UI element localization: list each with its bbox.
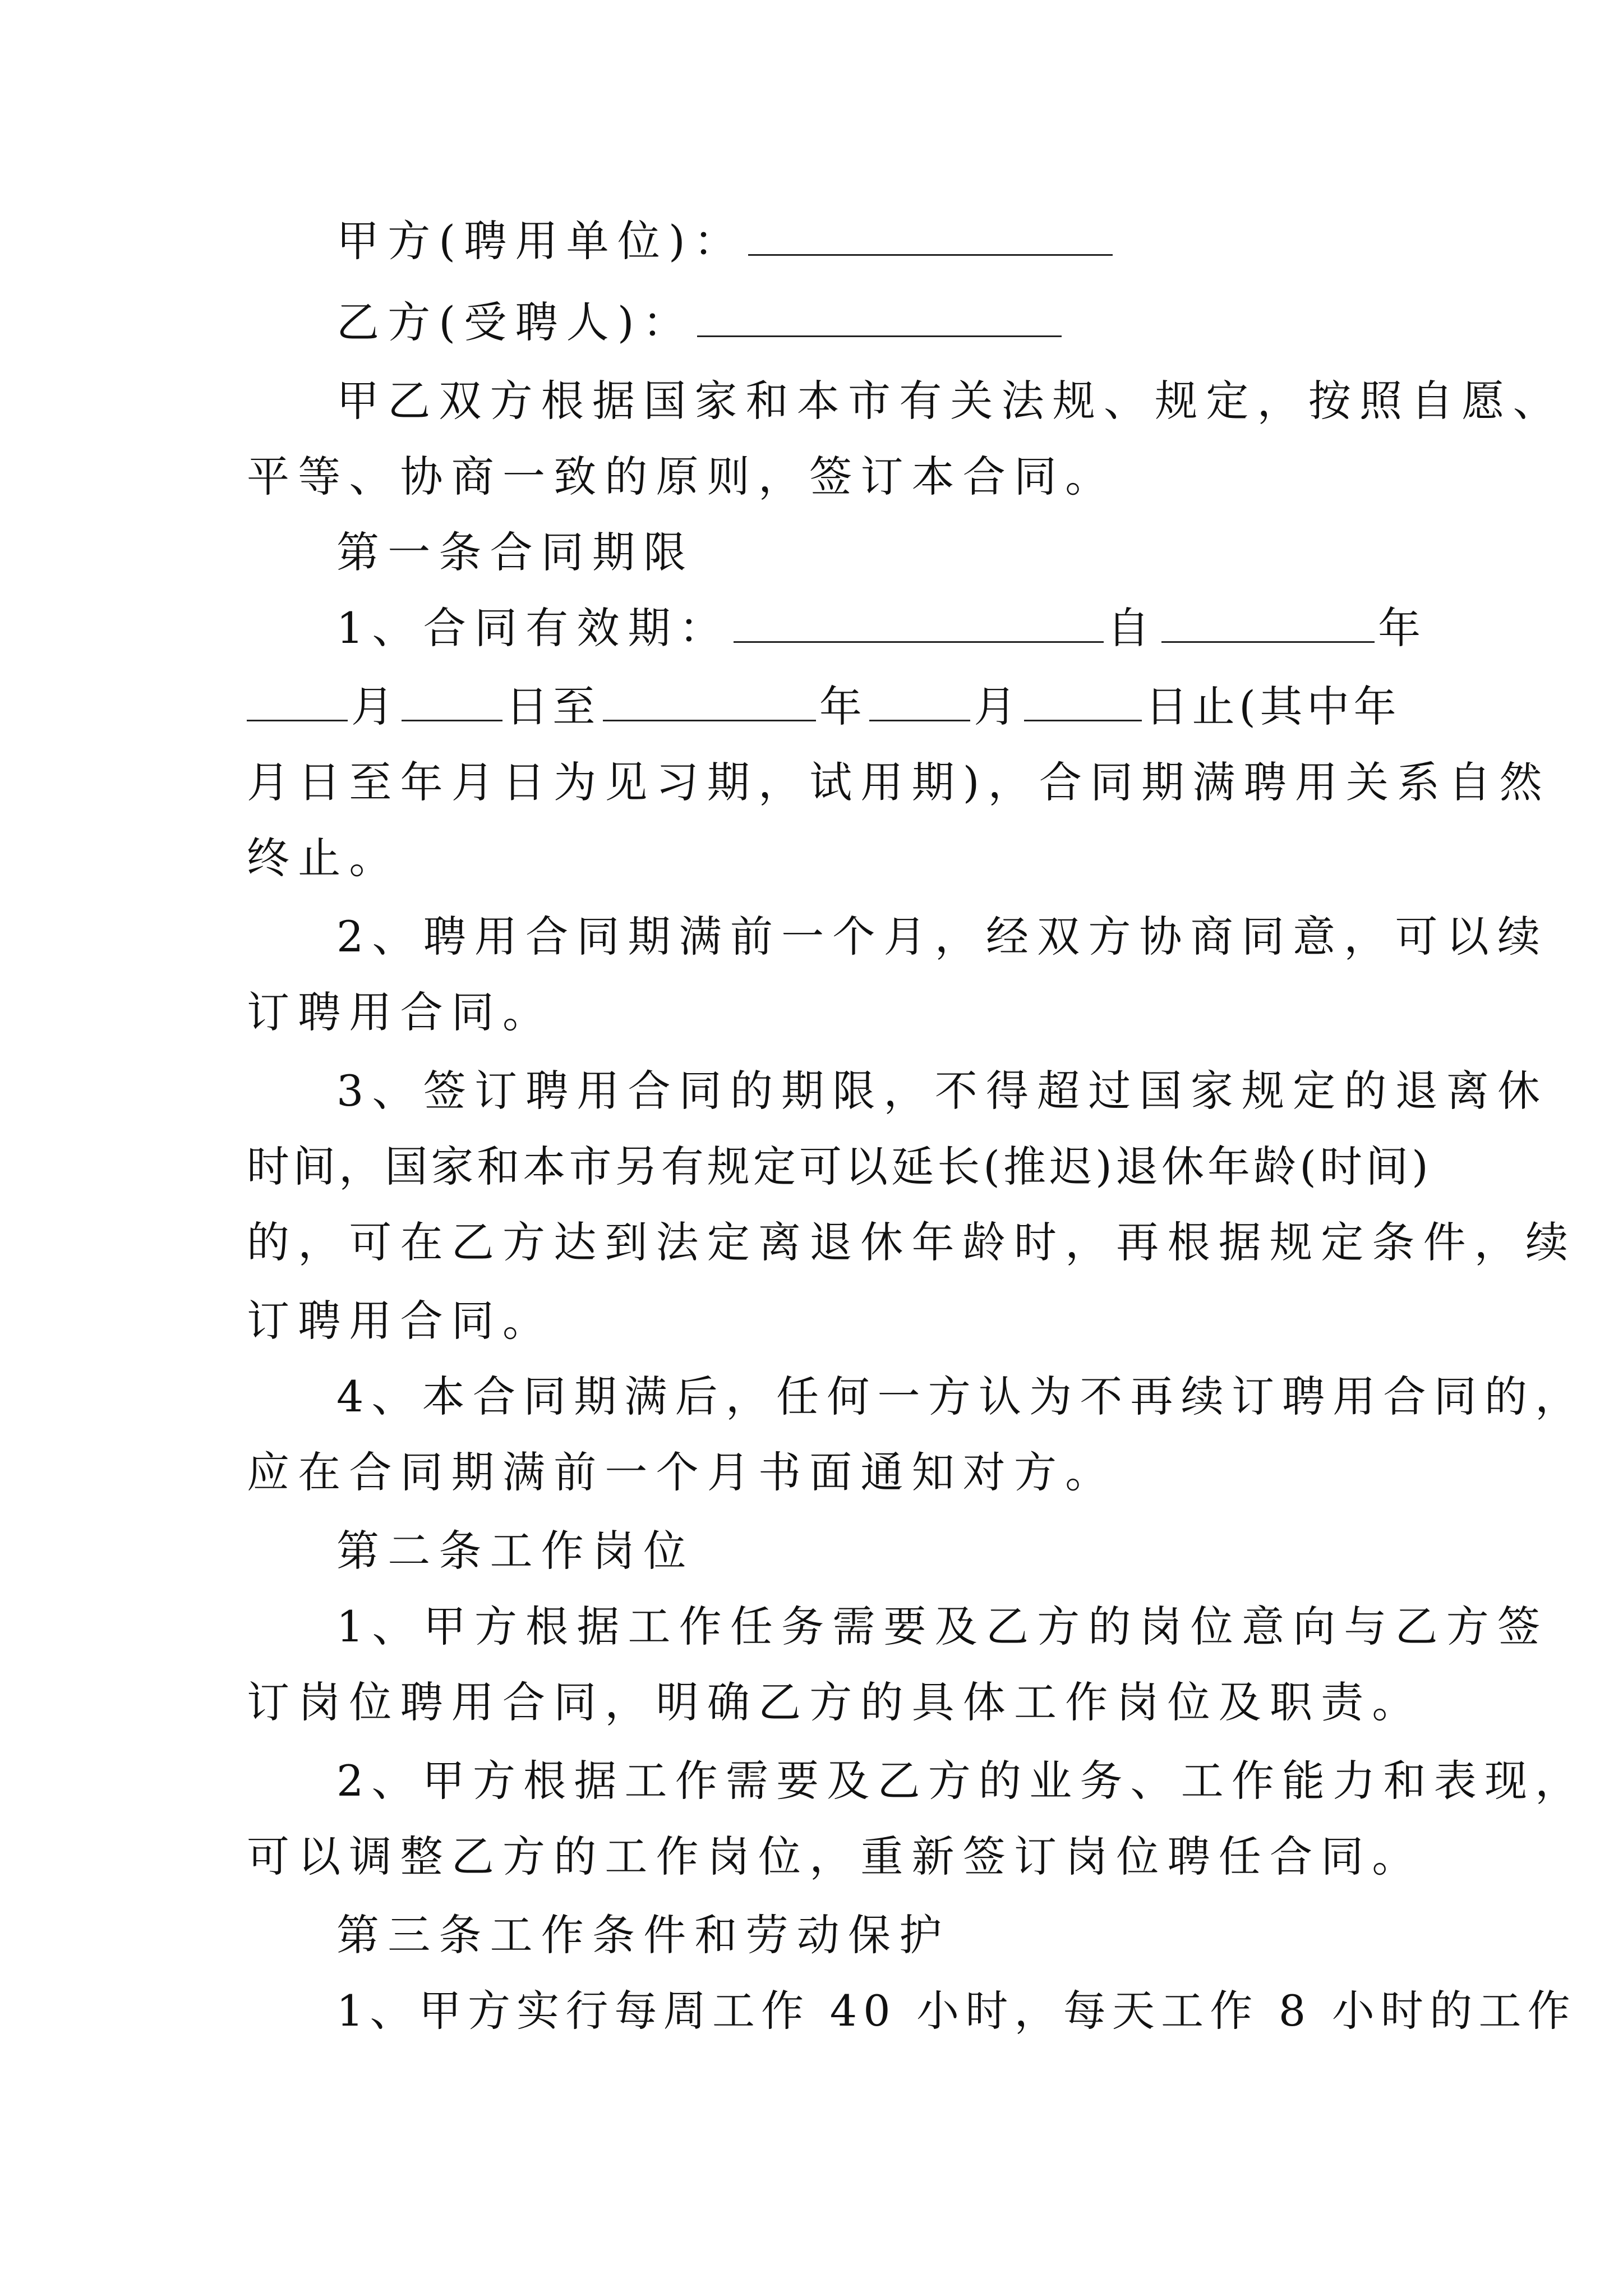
art2-item1-line-b [247, 1674, 1423, 1731]
party-b-blank [697, 301, 1062, 337]
art2-item2-text-a: 2、甲方根据工作需要及乙方的业务、工作能力和表现， [336, 1756, 1586, 1806]
art1-item1-line-d [247, 830, 400, 886]
art1-item2-text-a: 2、聘用合同期满前一个月，经双方协商同意，可以续 [336, 912, 1549, 961]
art1-item1-line-b [247, 679, 1400, 735]
article-1-heading: 第一条合同期限 [336, 527, 695, 577]
day-to-label: 日至 [505, 682, 600, 731]
termination-text: 终止。 [247, 833, 400, 883]
party-a-line [336, 213, 1116, 269]
art1-item2-line-b [247, 984, 554, 1041]
to-day-end-label: 日止(其中年 [1145, 682, 1401, 731]
month-blank [247, 685, 348, 721]
art1-item3-line-a [336, 1063, 1548, 1119]
art1-item3-text-b: 时间，国家和本市另有规定可以延长(推迟)退休年龄(时间) [247, 1142, 1432, 1191]
article-1-title [336, 524, 694, 581]
art3-item1-line-a [336, 1983, 1576, 2039]
art1-item4-line-b [247, 1444, 1116, 1501]
article-2-title [336, 1523, 694, 1579]
art1-item3-text-d: 订聘用合同。 [247, 1296, 554, 1346]
article-2-heading: 第二条工作岗位 [336, 1526, 695, 1576]
art1-item4-line-a [336, 1369, 1585, 1425]
article-3-heading: 第三条工作条件和劳动保护 [336, 1910, 951, 1960]
art2-item1-text-b: 订岗位聘用合同，明确乙方的具体工作岗位及职责。 [247, 1677, 1423, 1727]
art1-item4-text-b: 应在合同期满前一个月书面通知对方。 [247, 1447, 1117, 1497]
art1-item3-line-b [247, 1139, 1432, 1195]
effective-period-blank [734, 606, 1104, 643]
party-a-blank [748, 219, 1113, 256]
art2-item2-text-b: 可以调整乙方的工作岗位，重新签订岗位聘任合同。 [247, 1832, 1423, 1881]
intro-line-1 [336, 373, 1564, 429]
to-month-label: 月 [974, 682, 1021, 731]
intro-text-2: 平等、协商一致的原则，签订本合同。 [247, 452, 1117, 501]
art1-item1-line-c [247, 754, 1551, 811]
party-b-label: 乙方(受聘人)： [336, 297, 694, 347]
art2-item1-line-a [336, 1599, 1548, 1655]
article-3-title [336, 1907, 950, 1963]
year-label: 年 [1378, 603, 1430, 653]
from-label: 自 [1106, 603, 1159, 653]
art1-item3-text-a: 3、签订聘用合同的期限，不得超过国家规定的退离休 [336, 1066, 1549, 1116]
month-label: 月 [351, 682, 398, 731]
to-day-blank [1024, 685, 1142, 721]
art2-item1-text-a: 1、甲方根据工作任务需要及乙方的岗位意向与乙方签 [336, 1602, 1549, 1651]
to-year-blank [603, 685, 816, 721]
to-month-blank [869, 685, 970, 721]
art1-item2-line-a [336, 909, 1548, 965]
art1-item3-text-c: 的，可在乙方达到法定离退休年龄时，再根据规定条件，续 [247, 1217, 1577, 1267]
art1-item4-text-a: 4、本合同期满后，任何一方认为不再续订聘用合同的， [336, 1372, 1586, 1421]
art3-item1-text-a: 1、甲方实行每周工作 40 小时，每天工作 8 小时的工作 [336, 1986, 1576, 2036]
art1-item3-line-c [247, 1214, 1576, 1271]
intro-line-2 [247, 449, 1116, 505]
art1-item1-line-a [336, 600, 1429, 656]
to-year-label: 年 [819, 682, 866, 731]
probation-text: 月日至年月日为见习期，试用期)，合同期满聘用关系自然 [247, 757, 1551, 807]
day-blank [402, 685, 502, 721]
intro-text-1: 甲乙双方根据国家和本市有关法规、规定，按照自愿、 [336, 376, 1564, 426]
party-a-label: 甲方(聘用单位)： [336, 216, 745, 266]
effective-period-label: 1、合同有效期： [336, 603, 730, 653]
art1-item2-text-b: 订聘用合同。 [247, 987, 554, 1037]
art1-item3-line-d [247, 1293, 554, 1349]
art2-item2-line-b [247, 1829, 1423, 1885]
party-b-line [336, 295, 1065, 351]
art2-item2-line-a [336, 1753, 1585, 1809]
from-year-blank [1161, 606, 1375, 643]
